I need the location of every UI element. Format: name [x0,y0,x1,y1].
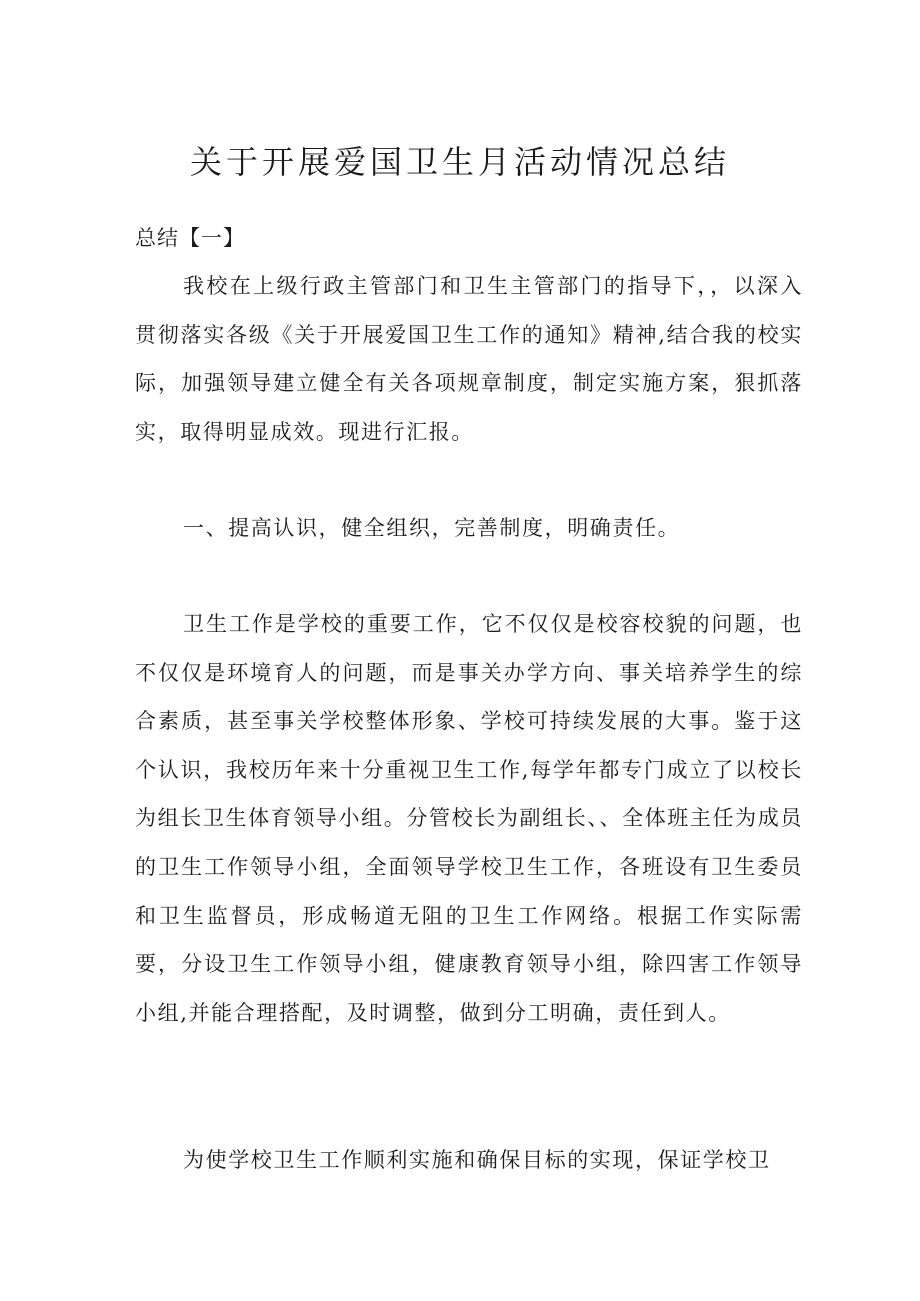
paragraph-continued: 为使学校卫生工作顺利实施和确保目标的实现，保证学校卫 [183,1148,771,1172]
paragraph-intro: 我校在上级行政主管部门和卫生主管部门的指导下，，以深入贯彻落实各级《关于开展爱国卫生工作的通知》精神,结合我的校实际，加强领导建立健全有关各项规章制度，制定实施方案，狠抓落实，取得明显成效。现进行汇报。 [135,274,803,444]
section-heading: 总结【一】 [135,226,245,250]
document-title: 关于开展爱国卫生月活动情况总结 [189,143,730,181]
paragraph-body: 卫生工作是学校的重要工作，它不仅仅是校容校貌的问题，也不仅仅是环境育人的问题，而是事关办学方向、事关培养学生的综合素质，甚至事关学校整体形象、学校可持续发展的大事。鉴于这个认识，我校历年来十分重视卫生工作,每学年都专门成立了以校长为组长卫生体育领导小组。分管校长为副组长、、全体班主任为成员的卫生工作领导小组，全面领导学校卫生工作，各班设有卫生委员和卫生监督员，形成畅道无阻的卫生工作网络。根据工作实际需要，分设卫生工作领导小组，健康教育领导小组，除四害工作领导小组,并能合理搭配，及时调整，做到分工明确，责任到人。 [135,612,803,1025]
paragraph-subheading: 一、提高认识，健全组织，完善制度，明确责任。 [183,516,681,540]
